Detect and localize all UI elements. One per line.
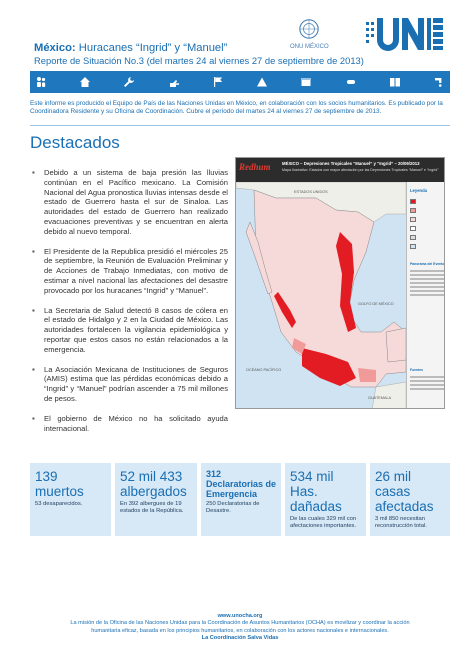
- report-title: México: Huracanes “Ingrid” y “Manuel”: [34, 42, 228, 54]
- map-label-guatemala: GUATEMALA: [368, 396, 392, 400]
- map-label-pacific: OCÉANO PACÍFICO: [246, 368, 282, 372]
- stat-detail: 250 Declaratorias de Desastre.: [206, 501, 260, 515]
- list-item: ▪ El gobierno de México no ha solicitado ayuda internacional.: [30, 414, 228, 434]
- footer: [30, 613, 450, 643]
- legend-row: [410, 234, 444, 241]
- report-header: [28, 12, 448, 72]
- flag-icon: [211, 75, 225, 89]
- stat-value: 52 mil 433 albergados: [120, 469, 187, 499]
- legend-row: [410, 207, 444, 214]
- legend-row: [410, 243, 444, 250]
- stat-card-houses: [370, 463, 450, 536]
- map-label-usa: ESTADOS UNIDOS: [294, 190, 328, 194]
- footer-tagline: La Coordinación Salva Vidas: [201, 635, 279, 642]
- map-subtitle: Mapa Ilustrativo: Estados con mayor afectación por las Depresiones Tropicales “Manuel” e “Ingrid”: [282, 168, 439, 172]
- house-icon: [78, 75, 92, 89]
- stat-value: Declaratorias de Emergencia: [206, 479, 277, 499]
- map-brand: Redhum: [239, 162, 271, 172]
- legend-swatch: [410, 244, 416, 249]
- mexico-map-graphic: [236, 182, 406, 409]
- legend-row: [410, 198, 444, 205]
- legend-text-block: [410, 270, 444, 298]
- wrench-icon: [122, 75, 136, 89]
- legend-swatch: [410, 208, 416, 213]
- legend-swatch: [410, 217, 416, 222]
- legend-section-event: Panorama del Evento: [410, 262, 445, 266]
- tap-icon: [432, 75, 446, 89]
- stat-number: 312: [206, 469, 222, 479]
- stat-value: 534 mil Has. dañadas: [290, 469, 342, 514]
- impact-map: [235, 157, 445, 409]
- people-icon: [34, 75, 48, 89]
- map-title: MÉXICO – Depresiones Tropicales “Manuel” y “Ingrid” – 20/09/2013: [282, 161, 420, 166]
- map-canvas: [236, 182, 406, 409]
- stat-detail: De las cuales 329 mil con afectaciones importantes.: [290, 516, 357, 530]
- list-item: ▪ La Asociación Mexicana de Instituciones de Seguros (AMIS) estima que las pérdidas económicas debido a “Ingrid” y “Manuel” podrían ascender a 75 mil millones de pesos.: [30, 365, 228, 404]
- map-legend: [406, 182, 445, 409]
- map-label-gulf: GOLFO DE MÉXICO: [358, 302, 394, 306]
- list-item: ▪ La Secretaria de Salud detectó 8 casos de cólera en el estado de Hidalgo y 2 en la Ciudad de México. Las autoridades fortalecen la vigilancia epidemiológica y reportar que estos casos no están relacionados a la emergencia.: [30, 306, 228, 355]
- report-subtitle: Reporte de Situación No.3 (del martes 24 al viernes 27 de septiembre de 2013): [34, 55, 364, 66]
- legend-title: Leyenda: [410, 188, 427, 193]
- stat-card-sheltered: [115, 463, 197, 536]
- divider: [30, 125, 450, 126]
- legend-text-block: [410, 376, 444, 392]
- footer-mission-line: La misión de la Oficina de las Naciones Unidas para la Coordinación de Asuntos Humanitarios (OCHA) es movilizar y coordinar la acción: [70, 620, 410, 627]
- key-figures: [30, 463, 450, 536]
- stat-card-hectares: [285, 463, 366, 536]
- legend-row: [410, 216, 444, 223]
- intro-paragraph: Este informe es producido el Equipo de País de las Naciones Unidas en México, en colaboración con los socios humanitarios. Es publicado por la Coordinadora Residente y su Oficina de Coordinación. Cubre el período del martes 24 al viernes 27 de septiembre de 2013.: [30, 100, 443, 116]
- legend-swatch: [410, 199, 416, 204]
- stat-detail: En 392 albergues de 19 estados de la República.: [120, 501, 184, 515]
- tent-icon: [255, 75, 269, 89]
- un-logo-icon: [366, 14, 444, 56]
- legend-section-sources: Fuentes: [410, 368, 423, 372]
- box-icon: [299, 75, 313, 89]
- footer-link[interactable]: www.unocha.org: [217, 613, 263, 619]
- stat-card-deaths: [30, 463, 111, 536]
- book-icon: [388, 75, 402, 89]
- stat-detail: 53 desaparecidos.: [35, 501, 83, 507]
- un-mexico-label: ONU MÉXICO: [290, 44, 329, 50]
- stat-value: 26 mil casas afectadas: [375, 469, 434, 514]
- stat-detail: 3 mil 850 necesitan reconstrucción total.: [375, 516, 427, 530]
- un-emblem-icon: [298, 18, 320, 40]
- section-heading: Destacados: [30, 133, 120, 152]
- map-header: [236, 158, 444, 182]
- stat-value: 139 muertos: [35, 469, 84, 499]
- footer-mission-line: humanitaria eficaz, basada en los principios humanitarios, en colaboración con los actores nacionales e internacionales.: [91, 627, 389, 634]
- list-item: ▪ El Presidente de la Republica presidió el miércoles 25 de septiembre, la Reunión de Evaluación Preliminar y de Acciones de Trabajo Inmediatas, con motivo de estimar a nivel nacional las afectaciones del desastre provocado por los huracanes “Ingrid” y “Manuel”.: [30, 247, 228, 296]
- hand-icon: [167, 75, 181, 89]
- pill-icon: [344, 75, 358, 89]
- legend-swatch: [410, 235, 416, 240]
- legend-row: [410, 225, 444, 232]
- highlights-list: [30, 168, 228, 433]
- legend-swatch: [410, 226, 416, 231]
- list-item: ▪ Debido a un sistema de baja presión las lluvias continúan en el Pacífico mexicano. La Comisión Nacional del Agua pronostica lluvias intensas desde el estado de Guerrero hasta el sur de Sinaloa. Las autoridades del estado de Guerrero han realizado evacuaciones preventivas y se encuentran en alerta debido al nuevo temporal.: [30, 168, 228, 237]
- cluster-icon-bar: [30, 71, 450, 93]
- stat-card-declarations: [201, 463, 281, 536]
